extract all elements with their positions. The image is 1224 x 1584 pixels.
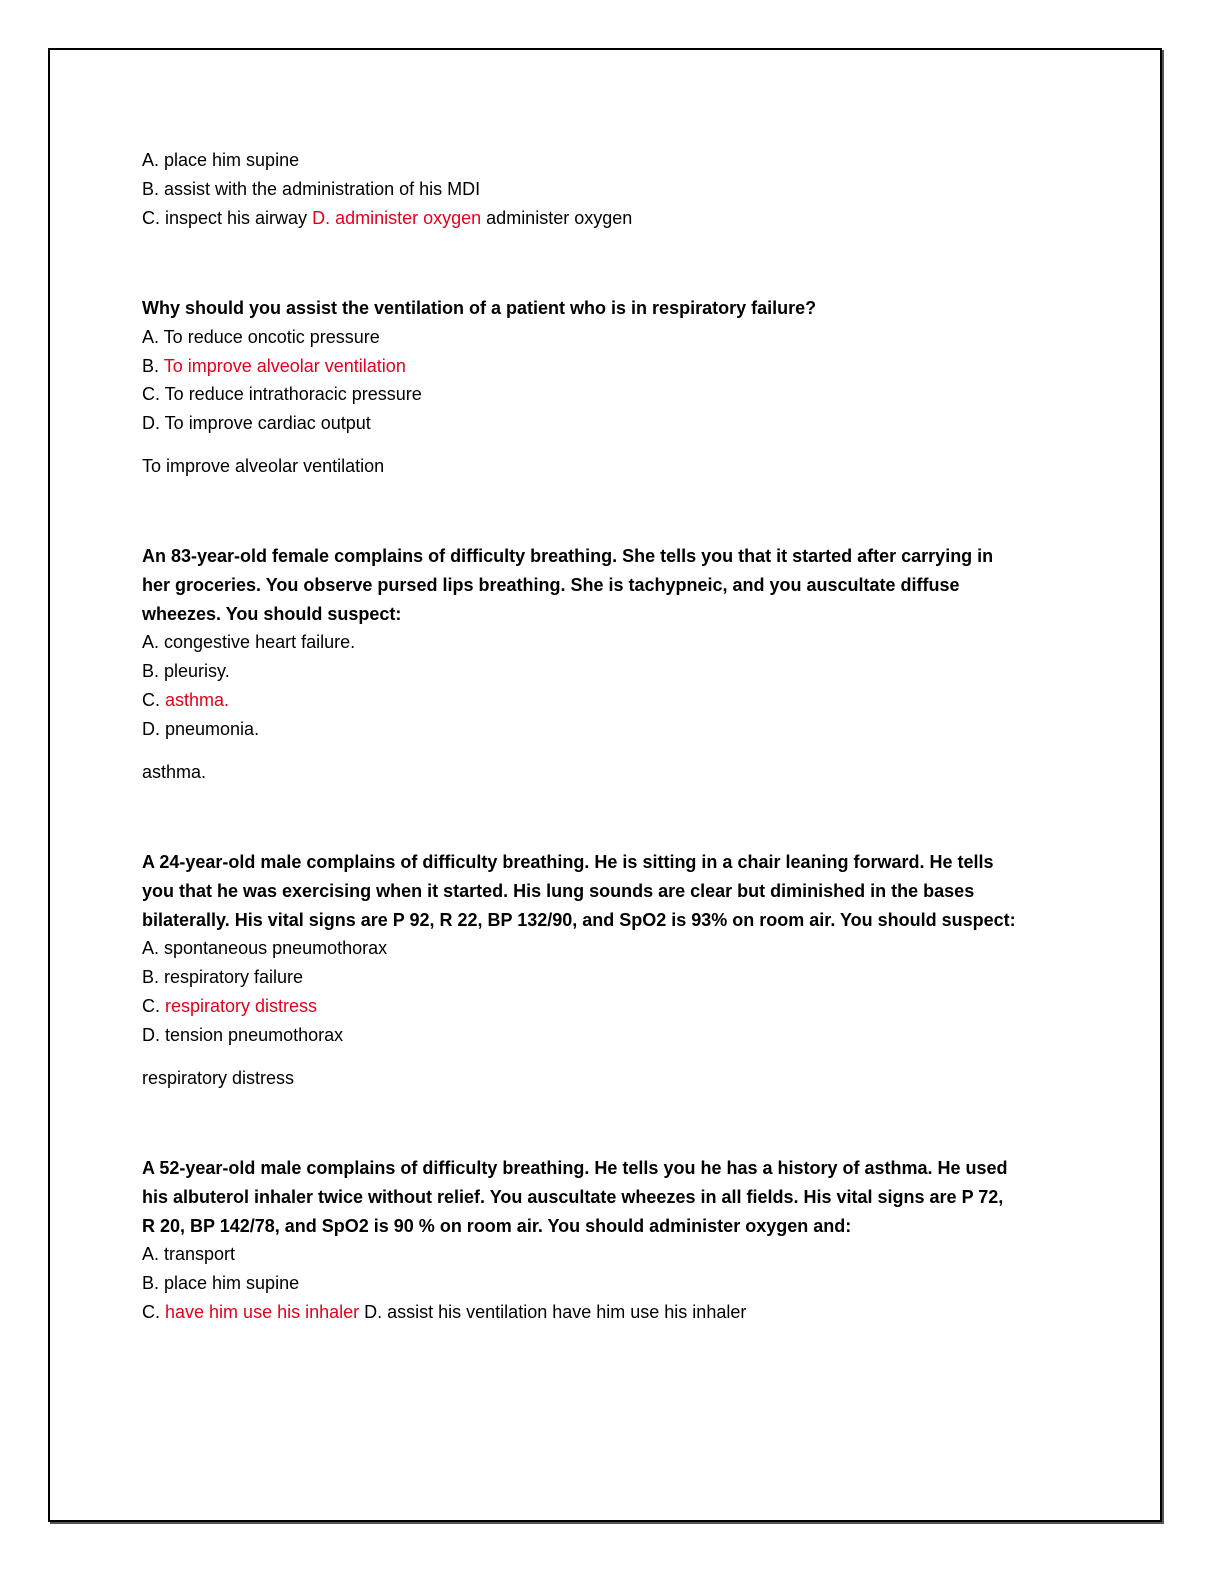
option-b-prefix: B. (142, 355, 160, 376)
answer-text: administer oxygen (486, 207, 633, 228)
question-line-3: R 20, BP 142/78, and SpO2 is 90 % on room air. You should administer oxygen and: (142, 1215, 852, 1236)
option-c-correct: have him use his inhaler (165, 1301, 360, 1322)
question-line-1: A 24-year-old male complains of difficulty breathing. He is sitting in a chair leaning forward. He tells (142, 852, 994, 872)
option-d: D. pneumonia. (142, 718, 260, 739)
answer-text: have him use his inhaler (552, 1301, 747, 1322)
answer-text: asthma. (142, 761, 207, 782)
option-c-d-line (142, 204, 1082, 233)
option-c (142, 992, 1082, 1021)
option-d: D. To improve cardiac output (142, 413, 371, 434)
answer-text: To improve alveolar ventilation (142, 455, 385, 476)
option-d: D. assist his ventilation (364, 1301, 548, 1322)
question-block-5 (142, 1154, 1082, 1327)
question-line-3: wheezes. You should suspect: (142, 603, 402, 624)
option-a: A. place him supine (142, 150, 300, 170)
option-c-correct: asthma. (165, 689, 230, 710)
question-block-4 (142, 848, 1082, 1092)
option-c-prefix: C. (142, 995, 160, 1016)
option-b: B. assist with the administration of his MDI (142, 178, 481, 199)
option-b: B. place him supine (142, 1273, 300, 1294)
question-line-2: you that he was exercising when it started. His lung sounds are clear but diminished in the bases (142, 880, 975, 901)
question-line-1: A 52-year-old male complains of difficulty breathing. He tells you he has a history of asthma. He used (142, 1158, 1008, 1178)
option-a: A. spontaneous pneumothorax (142, 938, 388, 959)
question-block-2 (142, 294, 1082, 481)
option-b (142, 352, 1082, 381)
question-line-2: his albuterol inhaler twice without relief. You auscultate wheezes in all fields. His vital signs are P 72, (142, 1186, 1004, 1207)
question-line-3: bilaterally. His vital signs are P 92, R 22, BP 132/90, and SpO2 is 93% on room air. You should suspect: (142, 909, 1016, 930)
question-text: Why should you assist the ventilation of a patient who is in respiratory failure? (142, 298, 817, 318)
question-line-2: her groceries. You observe pursed lips breathing. She is tachypneic, and you auscultate diffuse (142, 574, 960, 595)
option-c-prefix: C. (142, 1301, 160, 1322)
option-c-correct: respiratory distress (165, 995, 318, 1016)
option-a: A. To reduce oncotic pressure (142, 326, 380, 347)
option-c-d-line (142, 1298, 1082, 1327)
option-d: D. tension pneumothorax (142, 1024, 344, 1045)
option-c (142, 686, 1082, 715)
question-block-3 (142, 542, 1082, 786)
option-c: C. inspect his airway (142, 207, 308, 228)
option-a: A. transport (142, 1244, 236, 1265)
option-a: A. congestive heart failure. (142, 632, 356, 653)
question-block-1 (142, 146, 1082, 232)
option-c: C. To reduce intrathoracic pressure (142, 384, 422, 405)
option-b: B. respiratory failure (142, 967, 304, 988)
option-c-prefix: C. (142, 689, 160, 710)
answer-text: respiratory distress (142, 1067, 295, 1088)
option-d-correct: D. administer oxygen (312, 207, 482, 228)
question-line-1: An 83-year-old female complains of difficulty breathing. She tells you that it started after carrying in (142, 546, 994, 566)
option-b: B. pleurisy. (142, 661, 230, 682)
option-b-correct: To improve alveolar ventilation (163, 355, 406, 376)
